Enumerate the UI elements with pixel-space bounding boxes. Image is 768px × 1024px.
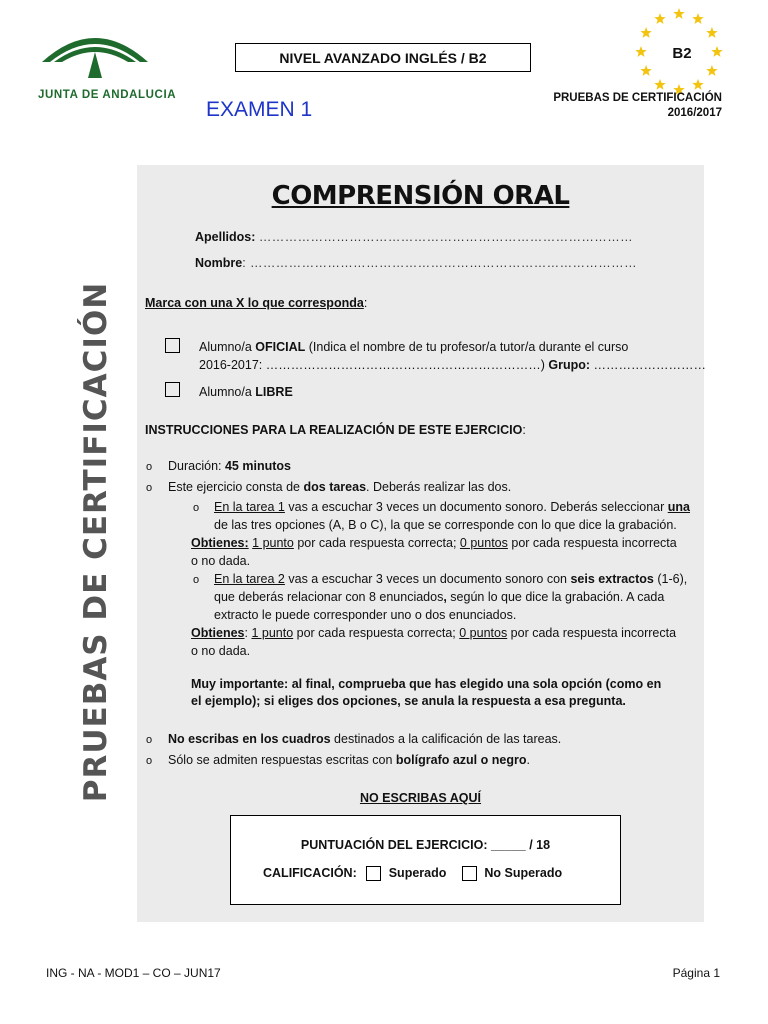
- nombre-label: Nombre: [195, 256, 243, 270]
- obtienes1-line1: Obtienes: 1 punto por cada respuesta correcta; 0 puntos por cada respuesta incorrecta: [191, 536, 677, 550]
- obtienes2-line2: o no dada.: [191, 644, 251, 658]
- score-box: [230, 815, 621, 905]
- logo-text: JUNTA DE ANDALUCIA: [38, 89, 177, 101]
- libre-checkbox[interactable]: [165, 382, 180, 397]
- duracion-text: Duración: 45 minutos: [168, 459, 291, 473]
- tarea2-line2: que deberás relacionar con 8 enunciados, según lo que dice la grabación. A cada: [214, 590, 665, 604]
- sub-bullet-icon: o: [193, 502, 200, 514]
- bullet-icon: o: [146, 755, 153, 767]
- solo-text: Sólo se admiten respuestas escritas con bolígrafo azul o negro.: [168, 753, 530, 767]
- level-box: NIVEL AVANZADO INGLÉS / B2: [235, 43, 531, 72]
- grupo-label: Grupo:: [544, 358, 591, 372]
- apellidos-dots: ……………………………………………………………………………: [258, 230, 634, 244]
- apellidos-label: Apellidos:: [195, 230, 256, 244]
- consta-text: Este ejercicio consta de dos tareas. Deberás realizar las dos.: [168, 480, 512, 494]
- no-escribas-aqui: NO ESCRIBAS AQUÍ: [359, 791, 482, 805]
- important-line2: el ejemplo); si eliges dos opciones, se anula la respuesta a esa pregunta.: [191, 694, 626, 708]
- calificacion-row: [263, 866, 562, 881]
- footer-page: Página 1: [672, 966, 720, 980]
- oficial-checkbox[interactable]: [165, 338, 180, 353]
- superado-label: Superado: [388, 866, 447, 880]
- obtienes2-line1: Obtienes: 1 punto por cada respuesta correcta; 0 puntos por cada respuesta incorrecta: [191, 626, 677, 640]
- bullet-icon: o: [146, 482, 153, 494]
- bullet-icon: o: [146, 734, 153, 746]
- cert-info: [553, 91, 722, 121]
- exam-title: EXAMEN 1: [206, 98, 313, 121]
- instructions-title: INSTRUCCIONES PARA LA REALIZACIÓN DE ESTE EJERCICIO:: [145, 423, 526, 437]
- page-title: COMPRENSIÓN ORAL: [271, 181, 570, 211]
- bullet-icon: o: [146, 461, 153, 473]
- obtienes1-line2: o no dada.: [191, 554, 251, 568]
- oficial-label: Alumno/a OFICIAL (Indica el nombre de tu profesor/a tutor/a durante el curso: [199, 340, 629, 354]
- tarea2-line3: extracto le puede corresponder uno o dos enunciados.: [214, 608, 517, 622]
- footer-code: ING - NA - MOD1 – CO – JUN17: [46, 966, 221, 980]
- cert-title: PRUEBAS DE CERTIFICACIÓN: [553, 92, 722, 104]
- side-vertical-text: PRUEBAS DE CERTIFICACIÓN: [78, 281, 114, 803]
- tarea2-line1: En la tarea 2 vas a escuchar 3 veces un documento sonoro con seis extractos (1-6),: [214, 572, 688, 586]
- superado-checkbox[interactable]: [366, 866, 381, 881]
- tarea1-line1: En la tarea 1 vas a escuchar 3 veces un documento sonoro. Deberás seleccionar una: [214, 500, 690, 514]
- b2-badge: B2: [672, 45, 692, 62]
- nombre-dots: : ………………………………………………………………………………: [242, 256, 637, 270]
- oficial-line2[interactable]: 2016-2017: …………………………………………………………) Grupo: ………………………: [199, 358, 707, 372]
- calificacion-label: CALIFICACIÓN:: [263, 866, 357, 880]
- no-superado-checkbox[interactable]: [462, 866, 477, 881]
- apellidos-field[interactable]: [195, 230, 633, 244]
- cert-year: 2016/2017: [667, 107, 722, 119]
- libre-label: Alumno/a LIBRE: [199, 385, 293, 399]
- no-escribas-text: No escribas en los cuadros destinados a la calificación de las tareas.: [168, 732, 562, 746]
- junta-andalucia-logo: [30, 22, 160, 82]
- tarea1-line2: de las tres opciones (A, B o C), la que se corresponde con lo que dice la grabación.: [214, 518, 677, 532]
- sub-bullet-icon: o: [193, 574, 200, 586]
- puntuacion-field[interactable]: PUNTUACIÓN DEL EJERCICIO: _____ / 18: [300, 838, 551, 852]
- marca-instruction: Marca con una X lo que corresponda:: [145, 296, 368, 310]
- no-superado-label: No Superado: [484, 866, 563, 880]
- important-line1: Muy importante: al final, comprueba que has elegido una sola opción (como en: [191, 677, 662, 691]
- nombre-field[interactable]: [195, 256, 637, 270]
